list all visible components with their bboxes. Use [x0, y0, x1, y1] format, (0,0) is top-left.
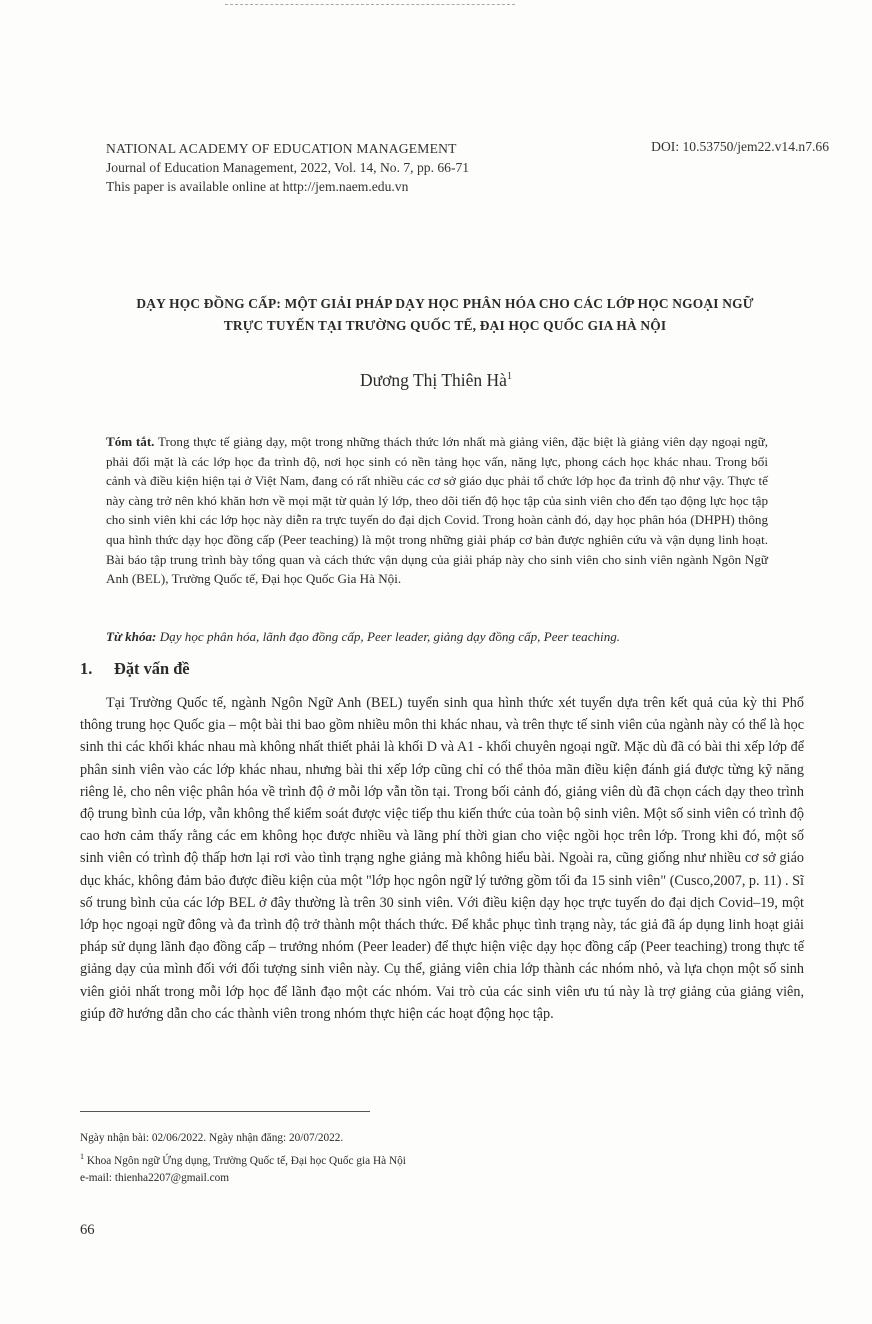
availability-note: This paper is available online at http://jem.naem.edu.vn — [106, 179, 409, 194]
body-text — [80, 692, 804, 1025]
author-line — [0, 370, 872, 391]
keywords — [106, 629, 768, 645]
keywords-label: Từ khóa: — [106, 629, 157, 644]
section-number: 1. — [80, 659, 93, 678]
footnote-affiliation-text: Khoa Ngôn ngữ Ứng dụng, Trường Quốc tế, Đại học Quốc gia Hà Nội — [84, 1154, 406, 1167]
abstract-text: Trong thực tế giảng dạy, một trong những thách thức lớn nhất mà giảng viên, đặc biệt là giảng viên dạy ngoại ngữ, phải đối mặt là các lớp học đa trình độ, nơi học sinh có nền tảng học vấn, năng lực, phong cách học khác nhau. Trong bối cảnh và điều kiện hiện tại ở Việt Nam, đang có rất nhiều các cơ sở giáo dục phải tổ chức lớp học đa trình độ như vậy. Thực tế này càng trở nên khó khăn hơn về mọi mặt từ quản lý lớp, theo dõi tiến độ học tập của sinh viên cho đến tạo động lực học tập cho sinh viên khi các lớp học này diễn ra trực tuyến do đại dịch Covid. Trong hoàn cảnh đó, dạy học phân hóa (DHPH) thông qua hình thức dạy học đồng cấp (Peer teaching) là một trong những giải pháp cơ bản được nghiên cứu và vận dụng linh hoạt. Bài báo tập trung trình bày tổng quan và cách thức vận dụng của giải pháp này cho sinh viên cho sinh viên ngành Ngôn Ngữ Anh (BEL), Trường Quốc tế, Đại học Quốc Gia Hà Nội. — [106, 434, 768, 587]
footnote-mark: 1 — [80, 1151, 84, 1161]
abstract-label: Tóm tắt. — [106, 434, 155, 449]
footnotes — [80, 1130, 406, 1187]
footnote-dates: Ngày nhận bài: 02/06/2022. Ngày nhận đăng: 20/07/2022. — [80, 1132, 344, 1144]
title-line-1: DẠY HỌC ĐỒNG CẤP: MỘT GIẢI PHÁP DẠY HỌC PHÂN HÓA CHO CÁC LỚP HỌC NGOẠI NGỮ — [136, 296, 754, 311]
paper-title — [90, 293, 800, 337]
journal-header — [106, 139, 469, 196]
section-heading — [80, 659, 190, 679]
doi-label: DOI: 10.53750/jem22.v14.n7.66 — [651, 139, 829, 154]
footnote-divider — [80, 1111, 370, 1112]
author-name: Dương Thị Thiên Hà — [360, 370, 507, 390]
publisher-name: NATIONAL ACADEMY OF EDUCATION MANAGEMENT — [106, 141, 457, 156]
top-edge-rule — [225, 4, 515, 5]
footnote-affiliation — [80, 1148, 406, 1170]
keywords-text: Dạy học phân hóa, lãnh đạo đồng cấp, Peer leader, giảng dạy đồng cấp, Peer teaching. — [159, 629, 621, 644]
footnote-email: e-mail: thienha2207@gmail.com — [80, 1171, 230, 1184]
page-number: 66 — [80, 1222, 95, 1238]
section-title: Đặt vấn đề — [114, 659, 190, 678]
body-paragraph: Tại Trường Quốc tế, ngành Ngôn Ngữ Anh (BEL) tuyển sinh qua hình thức xét tuyển dựa trên kết quả của kỳ thi Phổ thông trung học Quốc gia – một bài thi bao gồm nhiều môn thi khác nhau, và trên thực tế sinh viên của ngành này có thể là học sinh thi các khối khác nhau mà không nhất thiết phải là khối D và A1 - khối chuyên ngoại ngữ. Mặc dù đã có bài thi xếp lớp để phân sinh viên vào các lớp khác nhau, nhưng bài thi xếp lớp cũng chỉ có thể thỏa mãn điều kiện đánh giá được từng kỹ năng riêng lẻ, cho nên việc phân hóa về trình độ ở mỗi lớp vẫn tồn tại. Trong bối cảnh đó, giảng viên dù đã chọn cách dạy theo trình độ trung bình của lớp, vẫn không thể kiểm soát được việc tiếp thu kiến thức của toàn bộ sinh viên. Một số sinh viên có trình độ cao hơn cảm thấy rằng các em không học được nhiều và lãng phí thời gian cho việc ngồi học trên lớp. Trong khi đó, một số sinh viên có trình độ thấp hơn lại rơi vào tình trạng nghe giảng mà không hiểu bài. Ngoài ra, cũng giống như nhiều cơ sở giáo dục khác, không đảm bảo được điều kiện của một "lớp học ngôn ngữ lý tưởng gồm tối đa 15 sinh viên" (Cusco,2007, p. 11) . Sĩ số trung bình của các lớp BEL ở đây thường là trên 30 sinh viên. Với điều kiện dạy học trực tuyến do đại dịch Covid–19, một lớp học ngoại ngữ đông và đa trình độ trở thành một thách thức. Để khắc phục tình trạng này, tác giả đã áp dụng linh hoạt giải pháp sử dụng lãnh đạo đồng cấp – trưởng nhóm (Peer leader) để thực hiện việc dạy học đồng cấp (Peer teaching) trong thực tế giảng dạy của mình đối với đối tượng sinh viên này. Cụ thể, giảng viên chia lớp thành các nhóm nhỏ, và lựa chọn một số sinh viên giỏi nhất trong mỗi lớp học để lãnh đạo một các nhóm. Vai trò của các sinh viên ưu tú này là trợ giảng của giảng viên, giúp đỡ hướng dẫn cho các thành viên trong nhóm thực hiện các hoạt động học tập. — [80, 695, 804, 1022]
title-line-2: TRỰC TUYẾN TẠI TRƯỜNG QUỐC TẾ, ĐẠI HỌC QUỐC GIA HÀ NỘI — [223, 318, 667, 333]
author-affiliation-mark: 1 — [506, 371, 512, 383]
abstract — [106, 432, 768, 589]
journal-citation: Journal of Education Management, 2022, Vol. 14, No. 7, pp. 66-71 — [106, 160, 470, 175]
